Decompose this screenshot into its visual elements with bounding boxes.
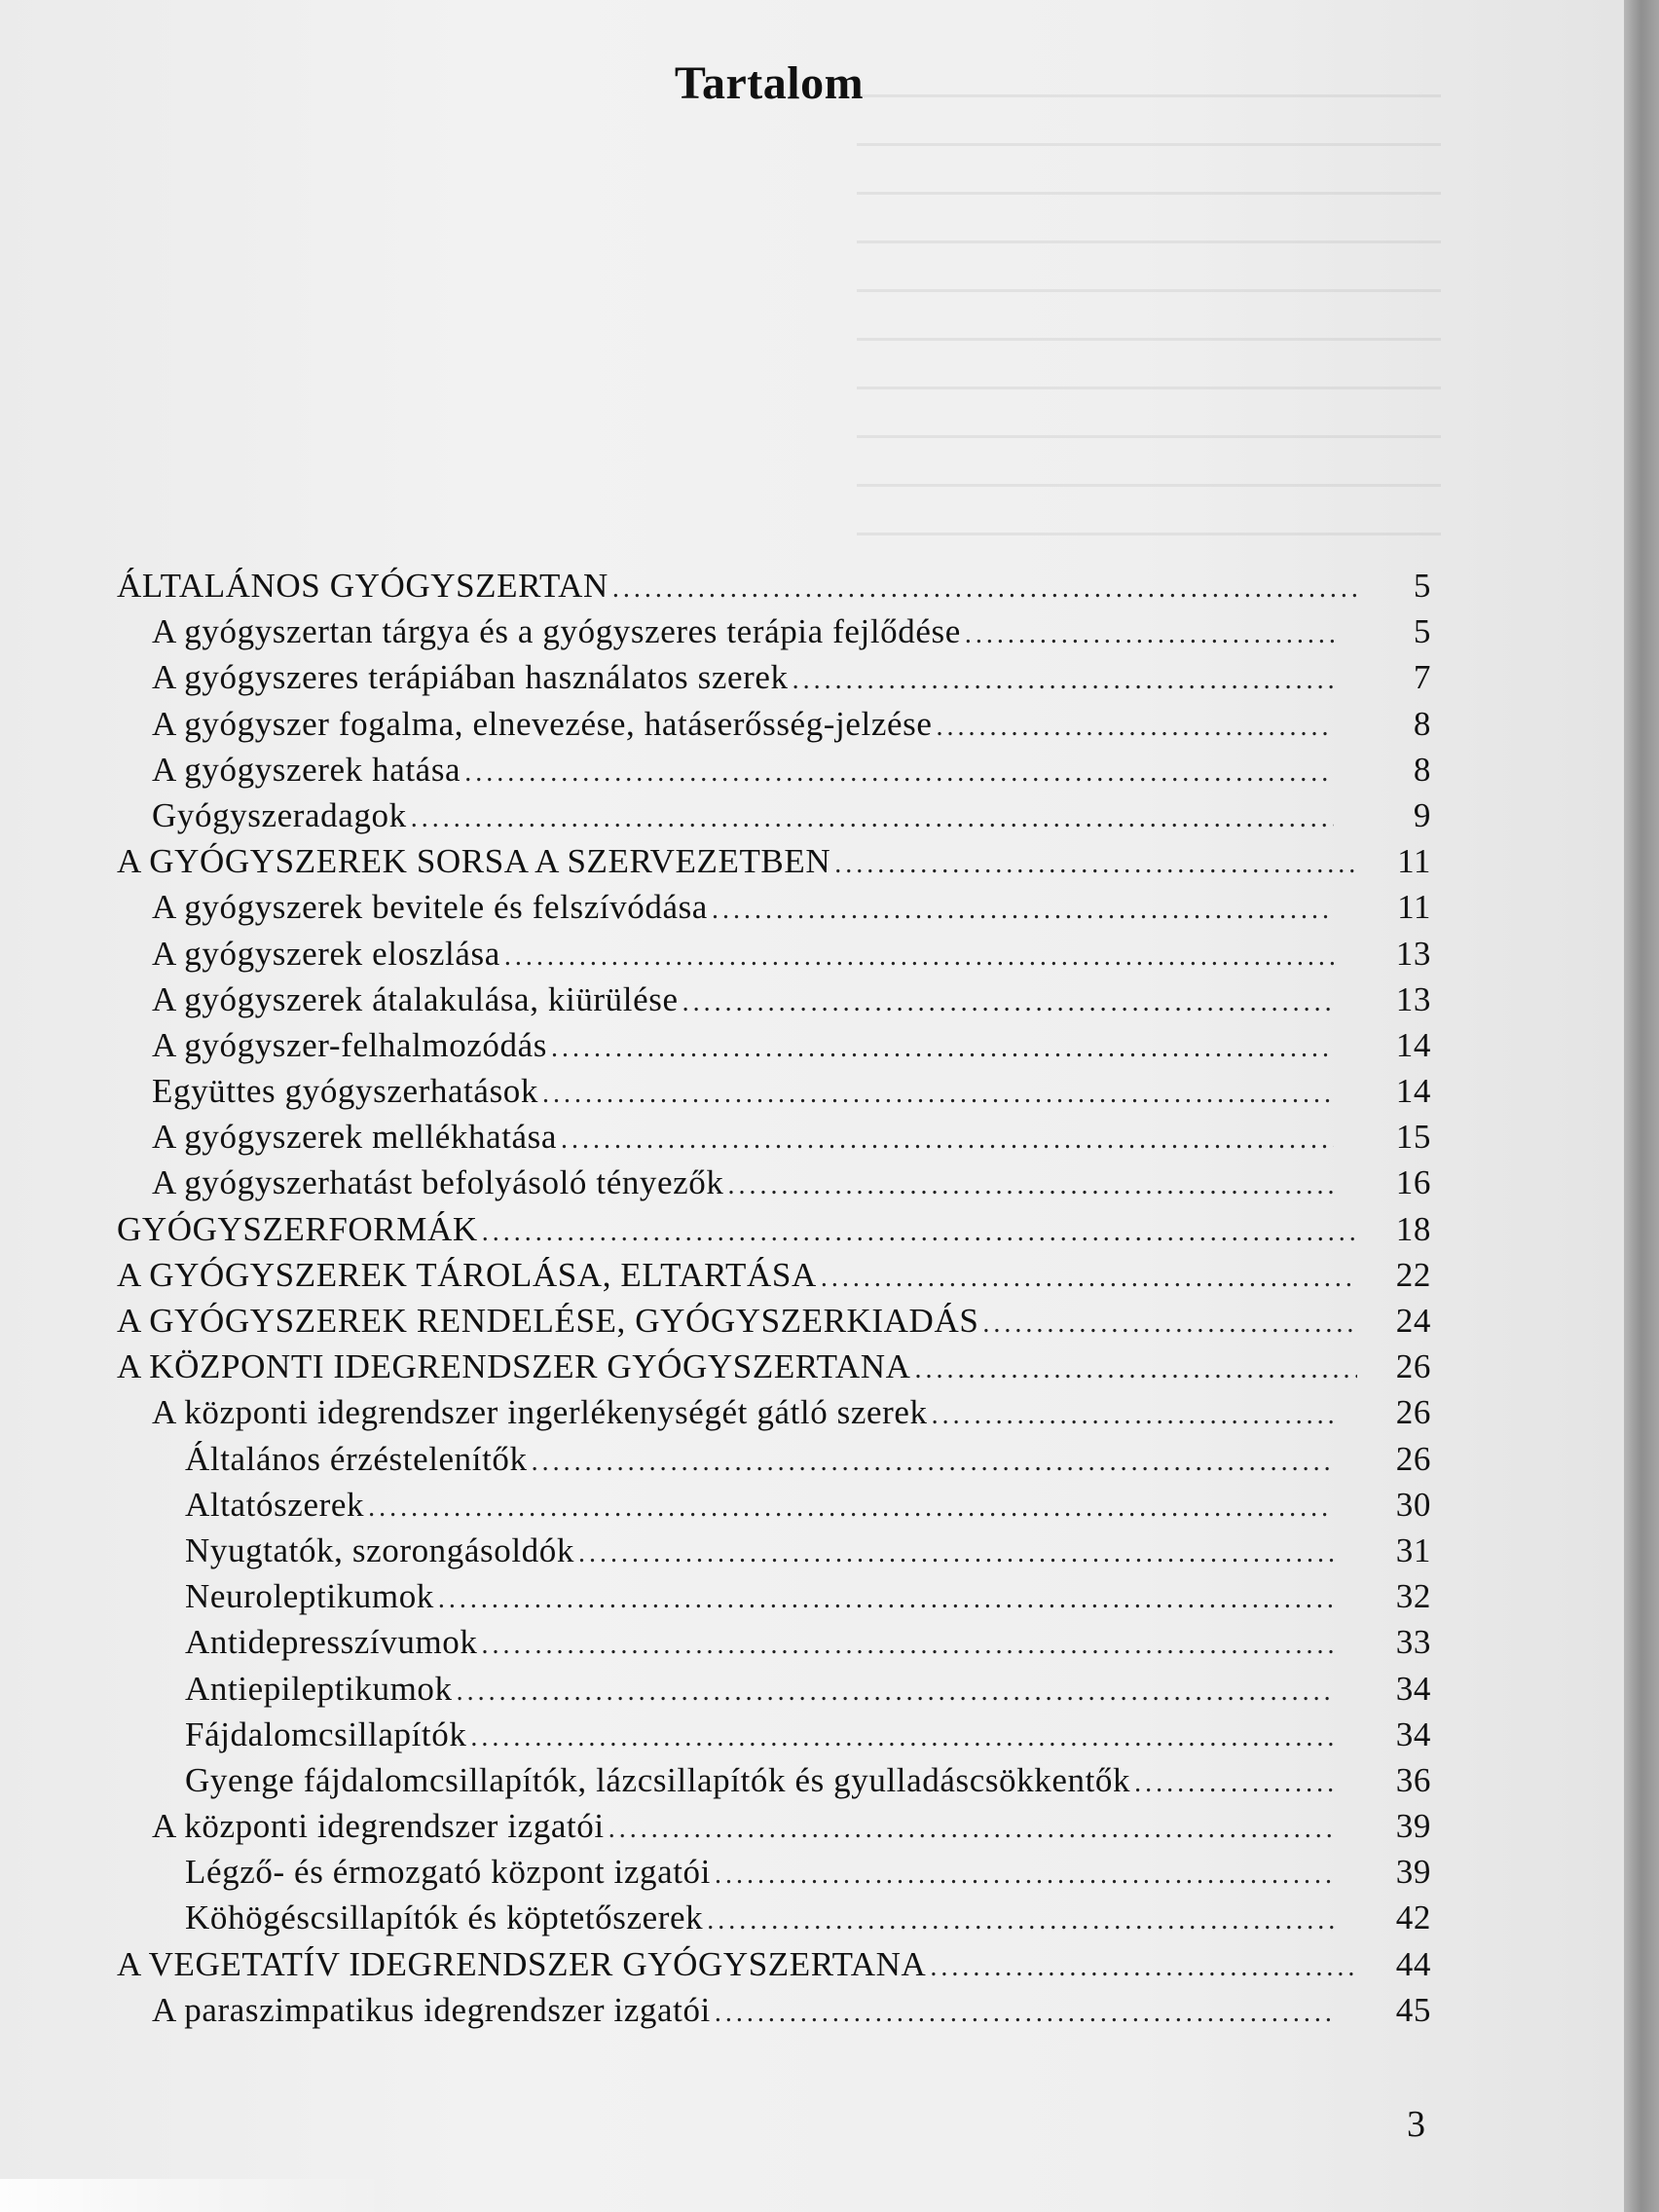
toc-entry (117, 931, 1431, 977)
toc-entry-label: A gyógyszer fogalma, elnevezése, hatáserősség-jelzése (152, 704, 933, 743)
toc-entry-page: 36 (1395, 1760, 1431, 1799)
toc-entry-page: 31 (1395, 1530, 1431, 1569)
toc-entry-page: 42 (1395, 1899, 1431, 1937)
dot-leader (551, 1025, 1334, 1071)
dot-leader (914, 1346, 1357, 1392)
toc-entry (117, 608, 1431, 654)
toc-entry-label: Gyenge fájdalomcsillapítók, lázcsillapítók és gyulladáscsökkentők (185, 1760, 1131, 1799)
dot-leader (932, 1392, 1334, 1438)
toc-entry (117, 884, 1431, 930)
toc-entry-label: A gyógyszerhatást befolyásoló tényezők (152, 1163, 724, 1202)
dot-leader (532, 1439, 1334, 1485)
dot-leader (1134, 1760, 1334, 1806)
dot-leader (793, 657, 1334, 703)
toc-entry-label: A gyógyszerek átalakulása, kiürülése (152, 979, 679, 1018)
toc-entry-label: Antidepresszívumok (185, 1623, 478, 1662)
toc-entry-page: 26 (1395, 1439, 1431, 1478)
toc-entry (117, 1987, 1431, 2033)
toc-entry-label: Köhögéscsillapítók és köptetőszerek (185, 1899, 704, 1937)
toc-entry-label: Légző- és érmozgató központ izgatói (185, 1853, 711, 1892)
table-of-contents (117, 563, 1431, 2033)
dot-leader (712, 887, 1334, 933)
toc-entry-label: A gyógyszer-felhalmozódás (152, 1025, 547, 1064)
dot-leader (482, 1209, 1357, 1255)
toc-entry-label: Fájdalomcsillapítók (185, 1714, 467, 1753)
toc-entry-page: 39 (1395, 1807, 1431, 1846)
toc-entry-page: 26 (1395, 1393, 1431, 1432)
toc-entry-page: 44 (1395, 1944, 1431, 1983)
toc-entry (117, 1666, 1431, 1712)
page-number: 3 (1407, 2104, 1425, 2145)
dot-leader (936, 704, 1334, 750)
toc-entry-page: 15 (1395, 1118, 1431, 1157)
toc-entry (117, 1344, 1431, 1389)
toc-entry-page: 14 (1395, 1072, 1431, 1111)
toc-entry-label: Gyógyszeradagok (152, 795, 407, 834)
toc-entry-label: Együttes gyógyszerhatások (152, 1072, 538, 1111)
watermark-strip (0, 2179, 389, 2212)
dot-leader (542, 1071, 1334, 1117)
toc-entry-label: A KÖZPONTI IDEGRENDSZER GYÓGYSZERTANA (117, 1347, 911, 1386)
toc-entry-page: 16 (1395, 1163, 1431, 1202)
dot-leader (457, 1669, 1334, 1714)
toc-entry-page: 7 (1413, 658, 1431, 697)
toc-entry-label: GYÓGYSZERFORMÁK (117, 1209, 478, 1248)
dot-leader (707, 1898, 1334, 1943)
toc-entry-page: 32 (1395, 1577, 1431, 1616)
dot-leader (438, 1576, 1334, 1622)
toc-entry-page: 8 (1413, 704, 1431, 743)
page-title: Tartalom (674, 57, 865, 109)
dot-leader (715, 1990, 1334, 2036)
toc-entry-page: 22 (1395, 1255, 1431, 1294)
toc-entry-page: 13 (1395, 979, 1431, 1018)
toc-entry (117, 747, 1431, 793)
toc-entry-label: ÁLTALÁNOS GYÓGYSZERTAN (117, 567, 608, 605)
dot-leader (504, 934, 1334, 979)
toc-entry (117, 793, 1431, 838)
toc-entry-page: 11 (1397, 842, 1431, 881)
dot-leader (728, 1162, 1335, 1208)
dot-leader (930, 1944, 1357, 1990)
dot-leader (368, 1485, 1334, 1530)
dot-leader (608, 1806, 1334, 1852)
toc-entry-label: A GYÓGYSZEREK RENDELÉSE, GYÓGYSZERKIADÁS (117, 1302, 979, 1340)
toc-entry (117, 701, 1431, 747)
toc-entry-label: A gyógyszerek eloszlása (152, 934, 500, 973)
dot-leader (411, 795, 1334, 841)
dot-leader (481, 1622, 1334, 1668)
toc-entry (117, 1895, 1431, 1940)
toc-entry (117, 1482, 1431, 1528)
toc-entry (117, 654, 1431, 700)
dot-leader (715, 1852, 1334, 1898)
toc-entry (117, 1849, 1431, 1895)
toc-entry (117, 1206, 1431, 1252)
toc-entry-label: A paraszimpatikus idegrendszer izgatói (152, 1990, 711, 2029)
toc-entry (117, 1528, 1431, 1573)
toc-entry-label: Nyugtatók, szorongásoldók (185, 1530, 574, 1569)
toc-entry-page: 34 (1395, 1714, 1431, 1753)
toc-entry-label: A gyógyszerek mellékhatása (152, 1118, 558, 1157)
toc-entry-label: A gyógyszerek bevitele és felszívódása (152, 888, 708, 927)
toc-entry (117, 977, 1431, 1022)
toc-entry-label: A VEGETATÍV IDEGRENDSZER GYÓGYSZERTANA (117, 1944, 927, 1983)
dot-leader (464, 750, 1334, 795)
toc-entry-label: A GYÓGYSZEREK TÁROLÁSA, ELTARTÁSA (117, 1255, 817, 1294)
toc-entry-page: 39 (1395, 1853, 1431, 1892)
toc-entry (117, 838, 1431, 884)
toc-entry-page: 11 (1397, 888, 1431, 927)
toc-entry (117, 1436, 1431, 1482)
toc-entry (117, 1803, 1431, 1849)
dot-leader (965, 611, 1334, 657)
toc-entry (117, 1389, 1431, 1435)
toc-entry (117, 1757, 1431, 1803)
toc-entry (117, 1573, 1431, 1619)
toc-entry-page: 24 (1395, 1302, 1431, 1340)
toc-entry-page: 13 (1395, 934, 1431, 973)
toc-entry (117, 563, 1431, 608)
dot-leader (612, 566, 1357, 611)
toc-entry-label: Általános érzéstelenítők (185, 1439, 528, 1478)
dot-leader (578, 1530, 1334, 1576)
toc-entry-label: A gyógyszerek hatása (152, 750, 461, 789)
dot-leader (821, 1255, 1357, 1301)
toc-entry (117, 1298, 1431, 1344)
dot-leader (982, 1301, 1357, 1346)
toc-entry-page: 5 (1413, 567, 1431, 605)
toc-entry-page: 8 (1413, 750, 1431, 789)
toc-entry-label: A központi idegrendszer ingerlékenységét gátló szerek (152, 1393, 928, 1432)
toc-entry-page: 34 (1395, 1669, 1431, 1708)
toc-entry-page: 18 (1395, 1209, 1431, 1248)
dot-leader (834, 841, 1357, 887)
toc-entry (117, 1068, 1431, 1114)
toc-entry-page: 26 (1395, 1347, 1431, 1386)
toc-entry-page: 45 (1395, 1990, 1431, 2029)
toc-entry (117, 1114, 1431, 1160)
toc-entry-page: 33 (1395, 1623, 1431, 1662)
toc-entry (117, 1619, 1431, 1665)
toc-entry (117, 1252, 1431, 1298)
toc-entry-page: 14 (1395, 1025, 1431, 1064)
dot-leader (682, 979, 1334, 1025)
toc-entry (117, 1160, 1431, 1205)
page-edge (1624, 0, 1659, 2212)
toc-entry-label: Altatószerek (185, 1485, 365, 1524)
dot-leader (470, 1714, 1334, 1760)
toc-entry-label: A gyógyszertan tárgya és a gyógyszeres terápia fejlődése (152, 612, 961, 651)
toc-entry-page: 30 (1395, 1485, 1431, 1524)
toc-entry-label: Neuroleptikumok (185, 1577, 434, 1616)
toc-entry (117, 1941, 1431, 1987)
toc-entry-label: Antiepileptikumok (185, 1669, 453, 1708)
toc-entry-label: A GYÓGYSZEREK SORSA A SZERVEZETBEN (117, 842, 831, 881)
dot-leader (561, 1117, 1334, 1162)
toc-entry (117, 1022, 1431, 1068)
toc-entry-page: 5 (1413, 612, 1431, 651)
toc-entry-label: A gyógyszeres terápiában használatos szerek (152, 658, 789, 697)
toc-entry-page: 9 (1413, 795, 1431, 834)
toc-entry (117, 1712, 1431, 1757)
toc-entry-label: A központi idegrendszer izgatói (152, 1807, 605, 1846)
